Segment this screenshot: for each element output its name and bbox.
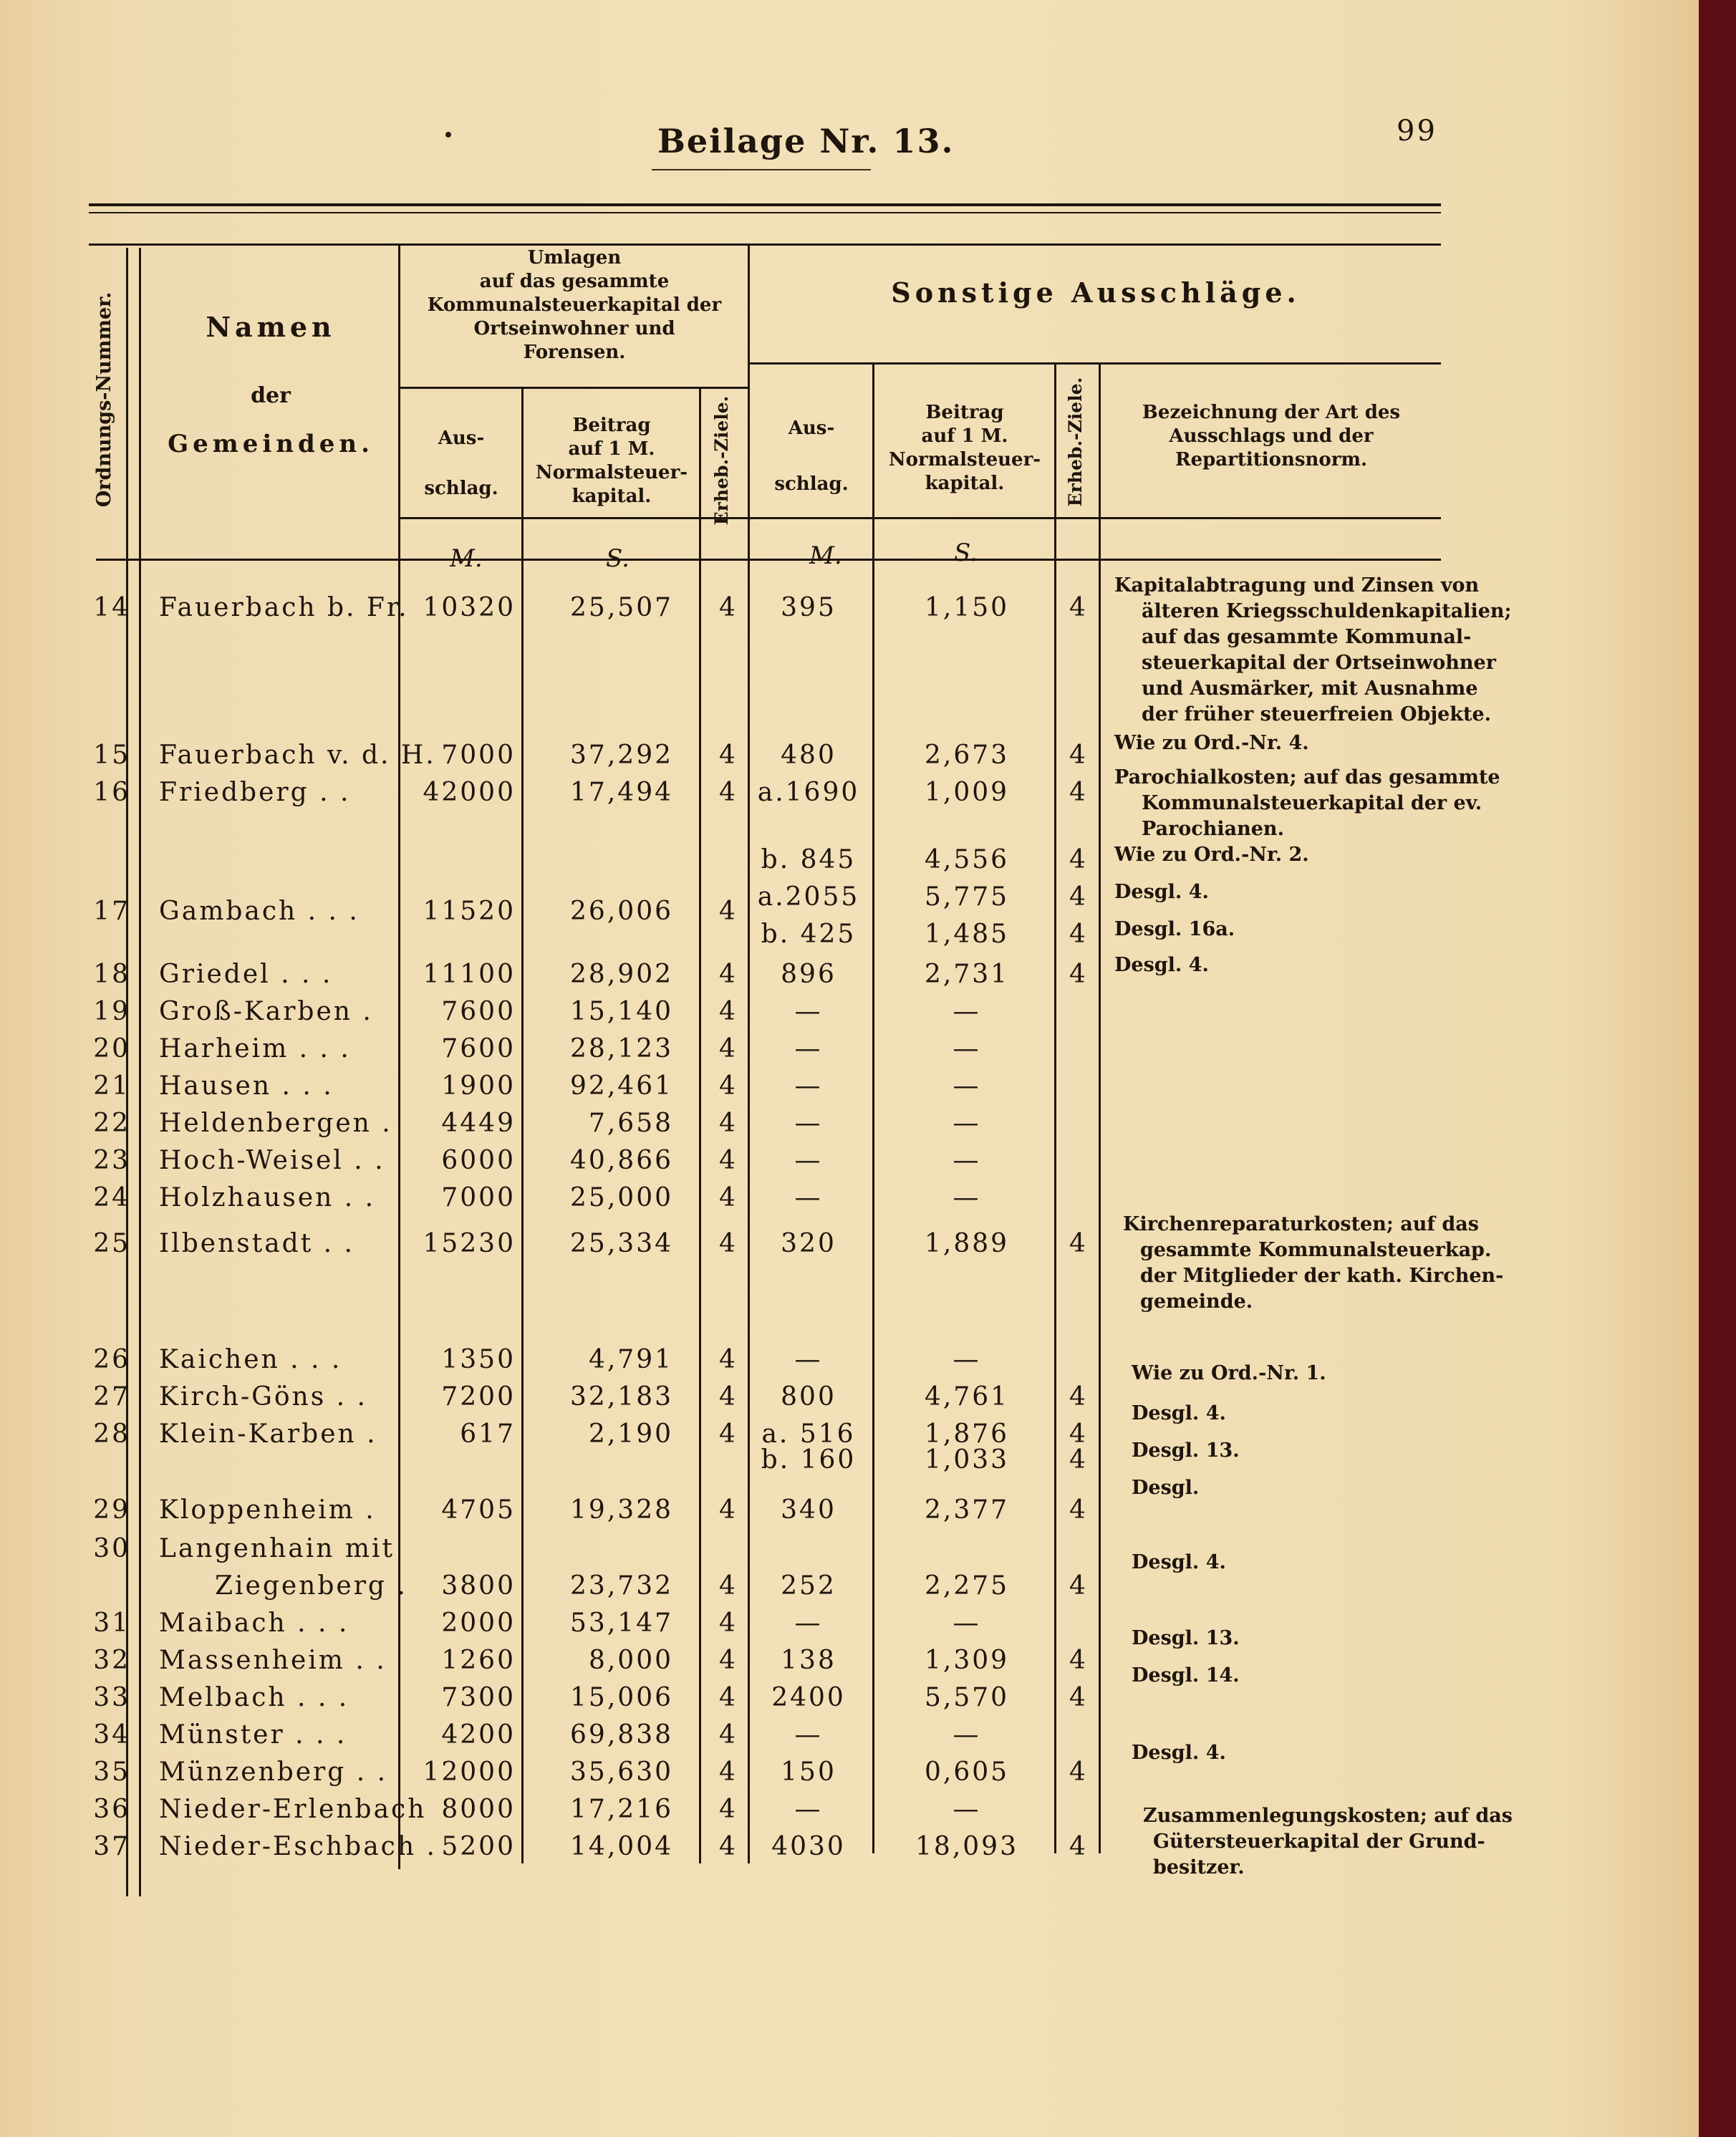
row-ausschlag: 7600	[441, 1034, 516, 1063]
row-ziele: 4	[719, 1183, 738, 1212]
row-s-ziele: 4	[1069, 1419, 1088, 1449]
row-ziele: 4	[719, 593, 738, 622]
remark-text: Desgl. 4.	[1114, 954, 1209, 976]
column-rule	[699, 388, 701, 1863]
row-beitrag: 17,494	[570, 778, 673, 807]
col-ziele-header: Erheb.-Ziele.	[711, 395, 732, 526]
row-name: Fauerbach v. d. H.	[159, 741, 436, 770]
row-s-ausschlag: 800	[781, 1382, 836, 1412]
row-s-beitrag: 5,570	[924, 1683, 1010, 1712]
title-underline	[652, 169, 871, 170]
column-rule	[521, 388, 524, 1863]
remark-text: der Mitglieder der kath. Kirchen-	[1140, 1265, 1504, 1287]
row-s-ziele: 4	[1069, 845, 1088, 874]
column-rule	[398, 243, 400, 1869]
row-beitrag: 15,006	[570, 1683, 673, 1712]
remark-text: steuerkapital der Ortseinwohner	[1142, 652, 1496, 674]
row-beitrag: 2,190	[588, 1419, 673, 1449]
row-s-beitrag: —	[953, 1720, 981, 1750]
group-rule-sonstige	[748, 362, 1441, 365]
col-beitrag-header-3: Normalsteuer-	[535, 462, 688, 483]
row-beitrag: 35,630	[570, 1757, 673, 1787]
row-beitrag: 25,334	[570, 1229, 673, 1258]
col-namen-header-3: Gemeinden.	[168, 430, 374, 458]
remark-text: Desgl. 4.	[1132, 1402, 1226, 1424]
row-number: 15	[93, 741, 130, 770]
row-number: 14	[93, 593, 130, 622]
row-ausschlag: 1900	[441, 1071, 516, 1101]
col-s-beitrag-header-2: auf 1 M.	[921, 425, 1008, 447]
row-ausschlag: 7600	[441, 997, 516, 1026]
row-s-beitrag: 2,673	[924, 741, 1010, 770]
row-ziele: 4	[719, 1229, 738, 1258]
remark-text: Desgl.	[1132, 1477, 1200, 1499]
row-s-ausschlag: —	[794, 1071, 823, 1101]
row-s-ausschlag: 252	[781, 1571, 836, 1601]
row-number: 30	[93, 1534, 130, 1563]
row-ausschlag: 15230	[423, 1229, 516, 1258]
row-number: 24	[93, 1183, 130, 1212]
row-beitrag: 15,140	[570, 997, 673, 1026]
body-top-rule	[96, 559, 1441, 561]
col-s-ausschlag-header-1: Aus-	[788, 418, 835, 439]
row-s-ausschlag: 340	[781, 1495, 836, 1525]
unit-pfennig: S.	[954, 539, 978, 567]
unit-mark: M.	[450, 544, 483, 573]
row-ausschlag: 7200	[441, 1382, 516, 1412]
row-name: Harheim . . .	[159, 1034, 351, 1063]
page-title: Beilage Nr. 13.	[657, 122, 955, 160]
row-beitrag: 37,292	[570, 741, 673, 770]
row-s-ausschlag: —	[794, 1109, 823, 1138]
row-ziele: 4	[719, 778, 738, 807]
col-beitrag-header-1: Beitrag	[572, 415, 651, 436]
header-top-rule	[89, 243, 1441, 246]
row-beitrag: 23,732	[570, 1571, 673, 1601]
row-s-beitrag: 5,775	[924, 882, 1010, 912]
row-s-ziele: 4	[1069, 741, 1088, 770]
row-ziele: 4	[719, 897, 738, 926]
column-rule	[748, 243, 750, 1863]
row-number: 35	[93, 1757, 130, 1787]
remark-text: Wie zu Ord.-Nr. 2.	[1114, 844, 1309, 866]
row-number: 26	[93, 1345, 130, 1374]
row-s-ziele: 4	[1069, 960, 1088, 989]
row-beitrag: 19,328	[570, 1495, 673, 1525]
remark-text: Parochialkosten; auf das gesammte	[1114, 766, 1500, 788]
page-number: 99	[1397, 115, 1437, 148]
umlagen-header-1: Umlagen	[527, 247, 622, 269]
remark-text: Gütersteuerkapital der Grund-	[1153, 1830, 1485, 1853]
row-s-ziele: 4	[1069, 1646, 1088, 1675]
row-s-beitrag: —	[953, 1071, 981, 1101]
row-s-ziele: 4	[1069, 1229, 1088, 1258]
row-ausschlag: 11520	[423, 897, 516, 926]
row-number: 16	[93, 778, 130, 807]
row-ausschlag: 4200	[441, 1720, 516, 1750]
row-name: Ilbenstadt . .	[159, 1229, 355, 1258]
row-beitrag: 53,147	[570, 1608, 673, 1638]
row-ziele: 4	[719, 1109, 738, 1138]
row-s-beitrag: —	[953, 1795, 981, 1824]
row-ziele: 4	[719, 1495, 738, 1525]
col-bezeichnung-header-2: Ausschlags und der	[1169, 425, 1374, 447]
row-name: Griedel . . .	[159, 960, 333, 989]
row-name: Fauerbach b. Fr.	[159, 593, 409, 622]
ink-dot	[445, 132, 451, 138]
column-rule	[1054, 364, 1056, 1853]
row-number: 21	[93, 1071, 130, 1101]
row-s-ausschlag: a. 516	[761, 1419, 856, 1449]
remark-text: auf das gesammte Kommunal-	[1142, 626, 1472, 648]
row-s-beitrag: 18,093	[915, 1832, 1018, 1861]
umlagen-header-5: Forensen.	[523, 342, 626, 363]
row-number: 27	[93, 1382, 130, 1412]
column-rule	[1099, 364, 1101, 1853]
row-number: 19	[93, 997, 130, 1026]
col-bezeichnung-header-1: Bezeichnung der Art des	[1142, 402, 1401, 423]
row-s-ausschlag: —	[794, 1795, 823, 1824]
row-beitrag: 69,838	[570, 1720, 673, 1750]
row-s-beitrag: —	[953, 1034, 981, 1063]
row-name: Kirch-Göns . .	[159, 1382, 367, 1412]
row-ausschlag: 2000	[441, 1608, 516, 1638]
row-s-ausschlag: a.1690	[757, 778, 860, 807]
row-ausschlag: 42000	[423, 778, 516, 807]
row-s-ausschlag: —	[794, 1608, 823, 1638]
remark-text: Desgl. 4.	[1132, 1551, 1226, 1573]
remark-text: besitzer.	[1153, 1856, 1245, 1878]
row-s-beitrag: —	[953, 1608, 981, 1638]
row-ziele: 4	[719, 1608, 738, 1638]
row-name: Hoch-Weisel . .	[159, 1146, 385, 1175]
row-ausschlag: 4449	[441, 1109, 516, 1138]
row-ziele: 4	[719, 1832, 738, 1861]
row-number: 22	[93, 1109, 130, 1138]
row-number: 17	[93, 897, 130, 926]
row-ausschlag: 7000	[441, 741, 516, 770]
row-s-ausschlag: 480	[781, 741, 836, 770]
row-s-ziele: 4	[1069, 593, 1088, 622]
remark-text: Desgl. 14.	[1132, 1664, 1240, 1687]
row-s-beitrag: 1,033	[924, 1445, 1010, 1475]
row-s-ziele: 4	[1069, 1445, 1088, 1475]
row-name: Münzenberg . .	[159, 1757, 388, 1787]
row-ausschlag: 1350	[441, 1345, 516, 1374]
row-ausschlag: 10320	[423, 593, 516, 622]
col-s-ziele-header: Erheb.-Ziele.	[1065, 377, 1086, 507]
row-ausschlag: 7000	[441, 1183, 516, 1212]
row-s-ausschlag: —	[794, 1183, 823, 1212]
col-s-beitrag-header-3: Normalsteuer-	[888, 449, 1041, 471]
row-s-ausschlag: b. 160	[761, 1445, 857, 1475]
row-name: Melbach . . .	[159, 1683, 349, 1712]
row-ziele: 4	[719, 1646, 738, 1675]
row-s-ziele: 4	[1069, 1832, 1088, 1861]
row-s-ziele: 4	[1069, 920, 1088, 949]
row-beitrag: 92,461	[570, 1071, 673, 1101]
row-s-beitrag: 2,731	[924, 960, 1010, 989]
remark-text: Desgl. 13.	[1132, 1439, 1240, 1462]
row-s-ausschlag: 138	[781, 1646, 836, 1675]
row-beitrag: 32,183	[570, 1382, 673, 1412]
row-number: 25	[93, 1229, 130, 1258]
row-ziele: 4	[719, 1683, 738, 1712]
row-ausschlag: 12000	[423, 1757, 516, 1787]
row-number: 28	[93, 1419, 130, 1449]
row-name: Gambach . . .	[159, 897, 360, 926]
row-s-beitrag: 4,556	[924, 845, 1010, 874]
table-top-rule	[89, 203, 1441, 206]
remark-text: Desgl. 13.	[1132, 1627, 1240, 1649]
page-edge	[1699, 0, 1736, 2137]
row-s-ausschlag: —	[794, 1345, 823, 1374]
row-s-ausschlag: a.2055	[757, 882, 860, 912]
row-s-ausschlag: —	[794, 1146, 823, 1175]
row-s-ausschlag: —	[794, 997, 823, 1026]
row-name: Friedberg . .	[159, 778, 351, 807]
row-s-beitrag: 0,605	[924, 1757, 1010, 1787]
row-ziele: 4	[719, 1571, 738, 1601]
col-beitrag-header-2: auf 1 M.	[568, 438, 655, 460]
row-name: Nieder-Eschbach .	[159, 1832, 437, 1861]
col-bezeichnung-header-3: Repartitionsnorm.	[1175, 449, 1368, 471]
row-number: 36	[93, 1795, 130, 1824]
row-s-beitrag: —	[953, 1146, 981, 1175]
row-number: 23	[93, 1146, 130, 1175]
header-bottom-rule	[398, 517, 1441, 519]
row-s-ausschlag: 2400	[771, 1683, 846, 1712]
row-beitrag: 4,791	[588, 1345, 673, 1374]
row-ziele: 4	[719, 1757, 738, 1787]
unit-mark: M.	[809, 541, 842, 570]
row-s-ausschlag: 4030	[771, 1832, 846, 1861]
row-name: Holzhausen . .	[159, 1183, 376, 1212]
row-name: Groß-Karben .	[159, 997, 373, 1026]
row-name: Kaichen . . .	[159, 1345, 342, 1374]
row-s-beitrag: —	[953, 997, 981, 1026]
row-beitrag: 28,902	[570, 960, 673, 989]
col-namen-header-2: der	[251, 383, 291, 408]
row-name: Heldenbergen .	[159, 1109, 392, 1138]
row-beitrag: 28,123	[570, 1034, 673, 1063]
row-s-beitrag: 2,275	[924, 1571, 1010, 1601]
remark-text: Zusammenlegungskosten; auf das	[1143, 1805, 1513, 1827]
row-s-beitrag: 2,377	[924, 1495, 1010, 1525]
remark-text: gesammte Kommunalsteuerkap.	[1140, 1239, 1492, 1261]
row-number: 32	[93, 1646, 130, 1675]
row-s-ziele: 4	[1069, 1571, 1088, 1601]
row-s-beitrag: 1,009	[924, 778, 1010, 807]
row-s-ziele: 4	[1069, 1757, 1088, 1787]
row-name: Massenheim . .	[159, 1646, 387, 1675]
col-ausschlag-header-1: Aus-	[438, 428, 485, 449]
row-ziele: 4	[719, 1720, 738, 1750]
remark-text: Parochianen.	[1142, 818, 1284, 840]
row-s-beitrag: 1,485	[924, 920, 1010, 949]
row-ziele: 4	[719, 1345, 738, 1374]
row-ausschlag: 11100	[423, 960, 516, 989]
row-ziele: 4	[719, 1146, 738, 1175]
umlagen-header-3: Kommunalsteuerkapital der	[427, 294, 722, 316]
remark-text: Kapitalabtragung und Zinsen von	[1114, 574, 1480, 597]
remark-text: und Ausmärker, mit Ausnahme	[1142, 677, 1478, 700]
row-name: Klein-Karben .	[159, 1419, 377, 1449]
row-ausschlag: 7300	[441, 1683, 516, 1712]
col-s-beitrag-header-4: kapital.	[925, 473, 1005, 494]
row-ziele: 4	[719, 1419, 738, 1449]
row-ziele: 4	[719, 1071, 738, 1101]
remark-text: Wie zu Ord.-Nr. 1.	[1132, 1362, 1326, 1384]
umlagen-header-2: auf das gesammte	[479, 271, 670, 292]
row-ziele: 4	[719, 741, 738, 770]
group-rule-umlagen	[398, 387, 748, 389]
row-name: Münster . . .	[159, 1720, 347, 1750]
row-beitrag: 40,866	[570, 1146, 673, 1175]
row-s-beitrag: —	[953, 1345, 981, 1374]
col-s-beitrag-header-1: Beitrag	[925, 402, 1004, 423]
row-name: Ziegenberg .	[215, 1571, 408, 1601]
row-s-ziele: 4	[1069, 1382, 1088, 1412]
row-s-ausschlag: b. 425	[761, 920, 857, 949]
remark-text: der früher steuerfreien Objekte.	[1142, 703, 1492, 725]
row-ziele: 4	[719, 960, 738, 989]
row-ausschlag: 8000	[441, 1795, 516, 1824]
row-beitrag: 25,000	[570, 1183, 673, 1212]
row-number: 33	[93, 1683, 130, 1712]
row-s-ziele: 4	[1069, 1495, 1088, 1525]
col-ordnung-header: Ordnungs-Nummer.	[93, 291, 115, 508]
row-s-ausschlag: —	[794, 1720, 823, 1750]
col-ausschlag-header-2: schlag.	[424, 478, 498, 499]
row-beitrag: 14,004	[570, 1832, 673, 1861]
row-s-ausschlag: 150	[781, 1757, 836, 1787]
row-s-ausschlag: 896	[781, 960, 836, 989]
row-ausschlag: 5200	[441, 1832, 516, 1861]
row-beitrag: 7,658	[588, 1109, 673, 1138]
remark-text: Kommunalsteuerkapital der ev.	[1142, 792, 1482, 814]
row-s-beitrag: —	[953, 1109, 981, 1138]
row-beitrag: 17,216	[570, 1795, 673, 1824]
row-name: Langenhain mit	[159, 1534, 395, 1563]
row-s-ziele: 4	[1069, 1683, 1088, 1712]
row-ziele: 4	[719, 1382, 738, 1412]
col-s-ausschlag-header-2: schlag.	[774, 473, 849, 495]
row-beitrag: 8,000	[588, 1646, 673, 1675]
umlagen-header-4: Ortseinwohner und	[473, 318, 675, 339]
remark-text: älteren Kriegsschuldenkapitalien;	[1142, 600, 1512, 622]
row-s-beitrag: 1,309	[924, 1646, 1010, 1675]
row-ziele: 4	[719, 1034, 738, 1063]
remark-text: Desgl. 4.	[1114, 881, 1209, 903]
row-number: 18	[93, 960, 130, 989]
row-ziele: 4	[719, 1795, 738, 1824]
row-ausschlag: 3800	[441, 1571, 516, 1601]
row-name: Hausen . . .	[159, 1071, 334, 1101]
column-rule	[139, 248, 141, 1896]
row-name: Maibach . . .	[159, 1608, 349, 1638]
row-s-beitrag: 1,150	[924, 593, 1010, 622]
sonstige-header: Sonstige Ausschläge.	[891, 276, 1301, 309]
row-beitrag: 26,006	[570, 897, 673, 926]
row-ausschlag: 6000	[441, 1146, 516, 1175]
row-ziele: 4	[719, 997, 738, 1026]
table-top-rule-2	[89, 212, 1441, 213]
remark-text: Desgl. 4.	[1132, 1742, 1226, 1764]
row-number: 29	[93, 1495, 130, 1525]
unit-pfennig: S.	[606, 544, 630, 573]
remark-text: gemeinde.	[1140, 1291, 1253, 1313]
row-number: 20	[93, 1034, 130, 1063]
row-name: Nieder-Erlenbach	[159, 1795, 427, 1824]
row-number: 34	[93, 1720, 130, 1750]
row-s-beitrag: 4,761	[924, 1382, 1010, 1412]
row-s-ausschlag: 320	[781, 1229, 836, 1258]
row-s-beitrag: 1,889	[924, 1229, 1010, 1258]
row-beitrag: 25,507	[570, 593, 673, 622]
row-s-beitrag: 1,876	[924, 1419, 1010, 1449]
row-s-ausschlag: b. 845	[761, 845, 857, 874]
remark-text: Desgl. 16a.	[1114, 918, 1235, 940]
remark-text: Wie zu Ord.-Nr. 4.	[1114, 732, 1309, 754]
column-rule	[872, 364, 874, 1853]
row-s-beitrag: —	[953, 1183, 981, 1212]
row-s-ausschlag: 395	[781, 593, 836, 622]
row-ausschlag: 4705	[441, 1495, 516, 1525]
row-ausschlag: 1260	[441, 1646, 516, 1675]
col-namen-header-1: Namen	[206, 311, 336, 343]
row-s-ausschlag: —	[794, 1034, 823, 1063]
row-number: 31	[93, 1608, 130, 1638]
remark-text: Kirchenreparaturkosten; auf das	[1123, 1213, 1479, 1235]
col-beitrag-header-4: kapital.	[572, 486, 652, 507]
row-s-ziele: 4	[1069, 778, 1088, 807]
row-number: 37	[93, 1832, 130, 1861]
row-ausschlag: 617	[460, 1419, 516, 1449]
row-s-ziele: 4	[1069, 882, 1088, 912]
row-name: Kloppenheim .	[159, 1495, 376, 1525]
